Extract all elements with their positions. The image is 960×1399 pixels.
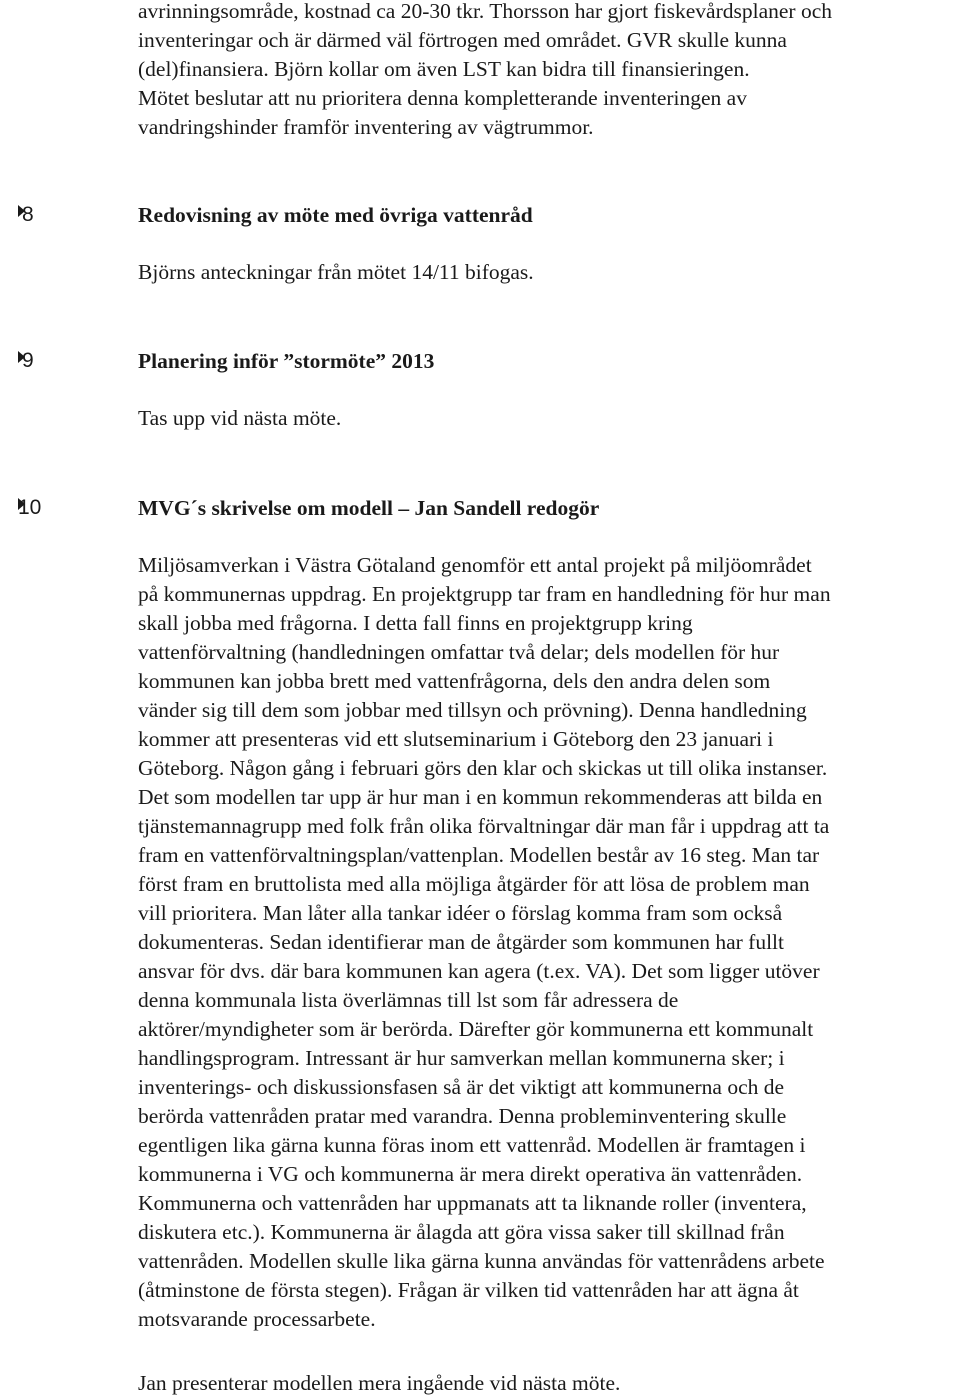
intro-paragraph — [138, 0, 960, 142]
body-line: vattenråden. Modellen skulle lika gärna kunna användas för vattenrådens arbete — [138, 1249, 825, 1273]
intro-line: (del)finansiera. Björn kollar om även LST kan bidra till finansieringen. — [138, 57, 750, 81]
intro-line: Mötet beslutar att nu prioritera denna kompletterande inventeringen av — [138, 86, 747, 110]
body-line: först fram en bruttolista med alla möjliga åtgärder för att lösa de problem man — [138, 872, 810, 896]
body-line: skall jobba med frågorna. I detta fall finns en projektgrupp kring — [138, 611, 693, 635]
body-line: Göteborg. Någon gång i februari görs den klar och skickas ut till olika instanser. — [138, 756, 828, 780]
intro-line: inventeringar och är därmed väl förtrogen med området. GVR skulle kunna — [138, 28, 787, 52]
section-10-heading — [18, 493, 960, 523]
body-line: Björns anteckningar från mötet 14/11 bifogas. — [138, 260, 534, 284]
body-line: aktörer/myndigheter som är berörda. Därefter gör kommunerna ett kommunalt — [138, 1017, 814, 1041]
body-line: kommunerna i VG och kommunerna är mera direkt operativa än vattenråden. — [138, 1162, 803, 1186]
body-line: egentligen lika gärna kunna föras inom ett vattenråd. Modellen är framtagen i — [138, 1133, 806, 1157]
body-line: Miljösamverkan i Västra Götaland genomför ett antal projekt på miljöområdet — [138, 553, 812, 577]
body-line: ansvar för dvs. där bara kommunen kan agera (t.ex. VA). Det som ligger utöver — [138, 959, 820, 983]
body-line: tjänstemannagrupp med folk från olika förvaltningar där man får i uppdrag att ta — [138, 814, 830, 838]
body-line: denna kommunala lista överlämnas till lst som får adressera de — [138, 988, 679, 1012]
body-line: inventerings- och diskussionsfasen så är det viktigt att kommunerna och de — [138, 1075, 785, 1099]
body-line: vattenförvaltning (handledningen omfattar två delar; dels modellen för hur — [138, 640, 780, 664]
body-line: handlingsprogram. Intressant är hur samverkan mellan kommunerna sker; i — [138, 1046, 785, 1070]
body-line: vill prioritera. Man låter alla tankar idéer o förslag komma fram som också — [138, 901, 783, 925]
section-8-heading — [18, 200, 960, 230]
section-title: Redovisning av möte med övriga vattenråd — [138, 203, 533, 227]
intro-line: vandringshinder framför inventering av vägtrummor. — [138, 115, 594, 139]
body-line: diskutera etc.). Kommunerna är ålagda att göra vissa saker till skillnad från — [138, 1220, 785, 1244]
body-line: kommer att presenteras vid ett slutseminarium i Göteborg den 23 januari i — [138, 727, 774, 751]
section-number: 10 — [18, 496, 42, 519]
body-line: kommunen kan jobba brett med vattenfrågorna, dels den andra delen som — [138, 669, 771, 693]
body-line: fram en vattenförvaltningsplan/vattenplan. Modellen består av 16 steg. Man tar — [138, 843, 820, 867]
section-8-body — [138, 258, 960, 287]
section-title: MVG´s skrivelse om modell – Jan Sandell redogör — [138, 496, 600, 520]
body-line: berörda vattenråden pratar med varandra. Denna probleminventering skulle — [138, 1104, 787, 1128]
section-9-body — [138, 404, 960, 433]
body-line: motsvarande processarbete. — [138, 1307, 376, 1331]
body-line: dokumenteras. Sedan identifierar man de åtgärder som kommunen har fullt — [138, 930, 784, 954]
section-9-heading — [18, 346, 960, 376]
section-number: 8 — [22, 203, 34, 226]
body-line: på kommunernas uppdrag. En projektgrupp tar fram en handledning för hur man — [138, 582, 831, 606]
body-line: vänder sig till dem som jobbar med tillsyn och prövning). Denna handledning — [138, 698, 807, 722]
closing-paragraph — [138, 1369, 960, 1398]
section-10-body — [138, 551, 960, 1334]
intro-line: avrinningsområde, kostnad ca 20-30 tkr. Thorsson har gjort fiskevårdsplaner och — [138, 0, 833, 23]
body-line: Det som modellen tar upp är hur man i en kommun rekommenderas att bilda en — [138, 785, 823, 809]
section-number: 9 — [22, 349, 34, 372]
body-line: Kommunerna och vattenråden har uppmanats att ta liknande roller (inventera, — [138, 1191, 807, 1215]
section-title: Planering inför ”stormöte” 2013 — [138, 349, 435, 373]
closing-line: Jan presenterar modellen mera ingående vid nästa möte. — [138, 1371, 621, 1395]
body-line: (åtminstone de första stegen). Frågan är vilken tid vattenråden har att ägna åt — [138, 1278, 799, 1302]
body-line: Tas upp vid nästa möte. — [138, 406, 342, 430]
